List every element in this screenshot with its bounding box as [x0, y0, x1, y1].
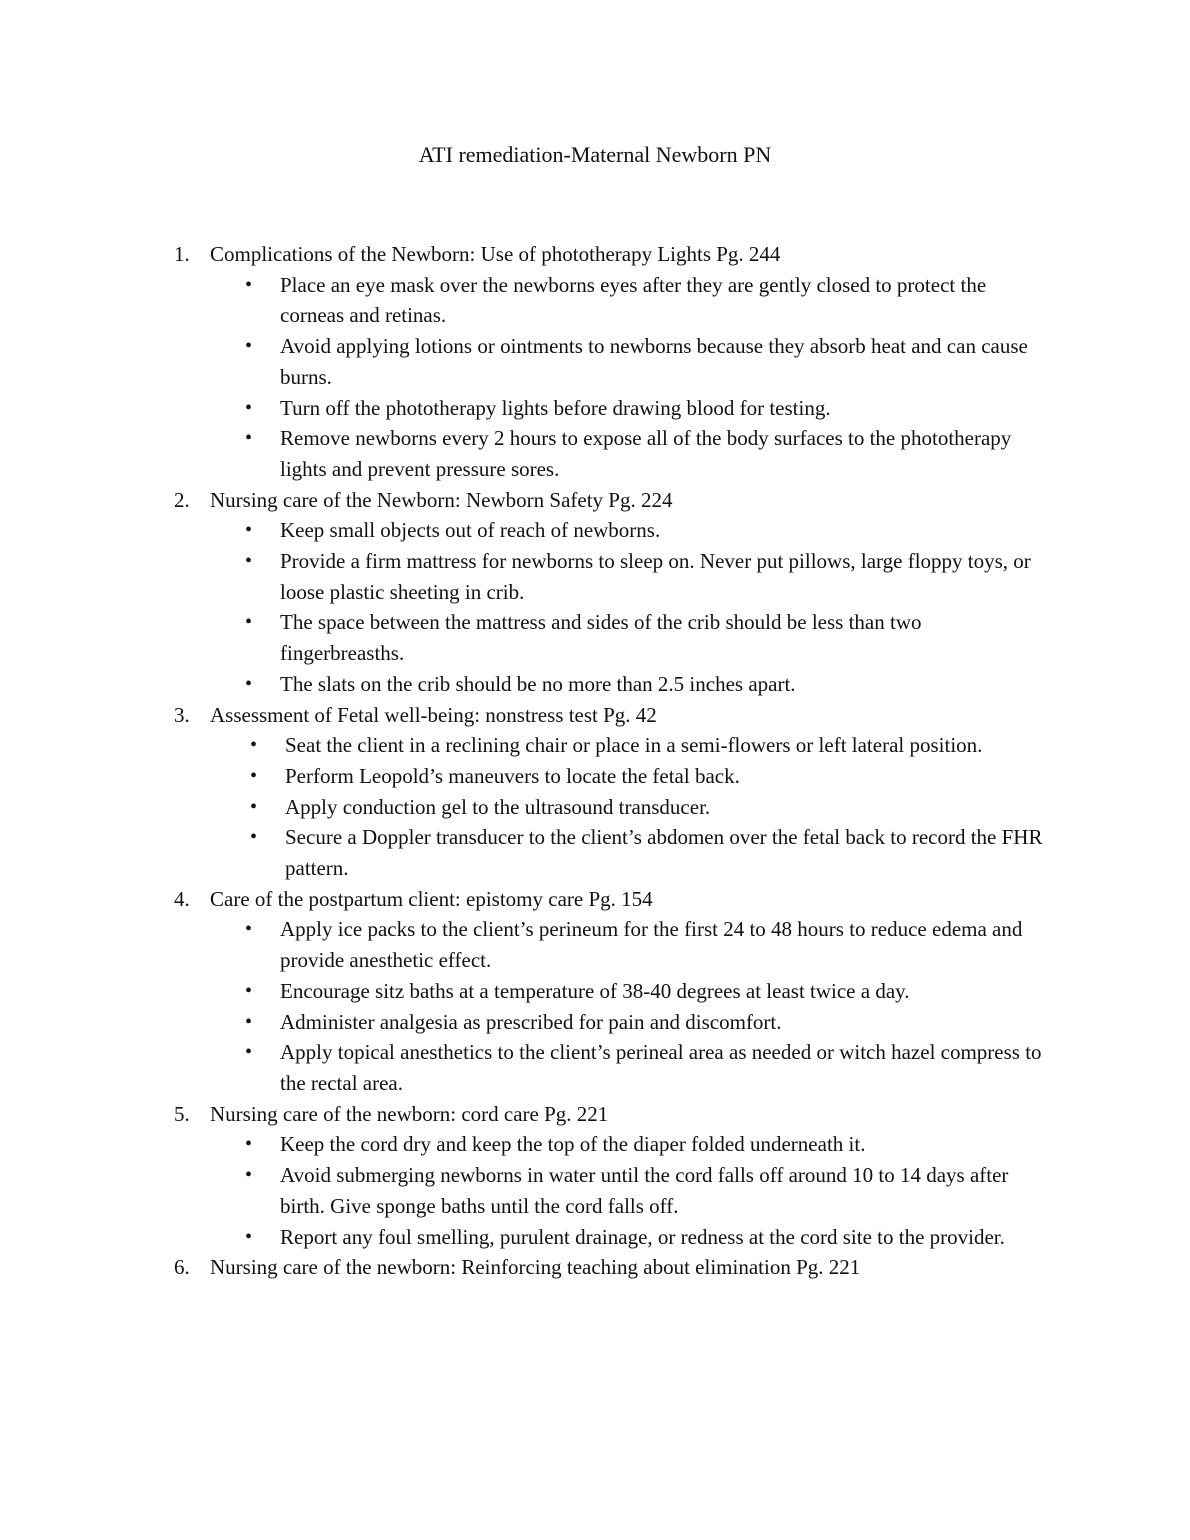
bullet-text: Perform Leopold’s maneuvers to locate the fetal back.	[285, 763, 740, 788]
list-item	[0, 393, 1190, 424]
bullet-text: The slats on the crib should be no more than 2.5 inches apart.	[280, 671, 796, 696]
bullet-icon: •	[245, 1041, 253, 1064]
bullet-list	[0, 914, 1190, 1098]
section-title: Assessment of Fetal well-being: nonstress test Pg. 42	[210, 702, 657, 727]
bullet-icon: •	[250, 764, 258, 787]
bullet-icon: •	[245, 672, 253, 695]
bullet-icon: •	[250, 826, 258, 849]
section-number: 5.	[174, 1101, 190, 1126]
list-item	[0, 515, 1190, 546]
list-item	[0, 730, 1190, 761]
section-title: Nursing care of the newborn: Reinforcing teaching about elimination Pg. 221	[210, 1255, 861, 1280]
section-1	[0, 239, 1190, 485]
bullet-text: Remove newborns every 2 hours to expose all of the body surfaces to the phototherapy lights and prevent pressure sores.	[280, 426, 1012, 481]
list-item	[0, 546, 1190, 607]
section-title: Nursing care of the newborn: cord care Pg. 221	[210, 1101, 609, 1126]
bullet-text: The space between the mattress and sides of the crib should be less than two fingerbreasths.	[280, 610, 922, 666]
bullet-icon: •	[245, 979, 253, 1002]
section-2	[0, 485, 1190, 700]
bullet-icon: •	[250, 734, 258, 757]
list-item	[0, 976, 1190, 1007]
section-heading	[0, 1099, 1190, 1130]
section-number: 4.	[174, 886, 190, 911]
section-number: 6.	[174, 1255, 190, 1280]
bullet-icon: •	[245, 1133, 253, 1156]
list-item	[0, 270, 1190, 331]
list-item	[0, 607, 1190, 668]
bullet-text: Seat the client in a reclining chair or place in a semi-flowers or left lateral position.	[285, 733, 983, 758]
bullet-text: Apply topical anesthetics to the client’s perineal area as needed or witch hazel compress to the rectal area.	[280, 1040, 1042, 1095]
bullet-text: Report any foul smelling, purulent drainage, or redness at the cord site to the provider.	[280, 1224, 1005, 1249]
bullet-icon: •	[245, 273, 253, 296]
bullet-icon: •	[245, 396, 253, 419]
section-title: Complications of the Newborn: Use of phototherapy Lights Pg. 244	[210, 242, 781, 266]
document-content	[0, 239, 1190, 1283]
section-heading	[0, 884, 1190, 915]
bullet-icon: •	[245, 1164, 253, 1187]
bullet-icon: •	[245, 335, 253, 358]
list-item	[0, 761, 1190, 792]
bullet-text: Apply ice packs to the client’s perineum for the first 24 to 48 hours to reduce edema and provide anesthetic effect.	[280, 917, 1023, 973]
bullet-icon: •	[245, 1010, 253, 1033]
bullet-icon: •	[245, 1225, 253, 1248]
list-item	[0, 822, 1190, 883]
section-number: 3.	[174, 702, 190, 727]
section-heading	[0, 485, 1190, 516]
section-heading	[0, 1252, 1190, 1283]
bullet-text: Turn off the phototherapy lights before drawing blood for testing.	[280, 395, 831, 420]
bullet-list	[0, 515, 1190, 699]
list-item	[0, 1037, 1190, 1098]
bullet-text: Apply conduction gel to the ultrasound transducer.	[285, 794, 711, 819]
section-5	[0, 1099, 1190, 1253]
list-item	[0, 669, 1190, 700]
list-item	[0, 914, 1190, 975]
bullet-icon: •	[245, 519, 253, 542]
section-6	[0, 1252, 1190, 1283]
section-heading	[0, 700, 1190, 731]
section-number: 2.	[174, 487, 190, 512]
bullet-icon: •	[245, 611, 253, 634]
list-item	[0, 1222, 1190, 1253]
bullet-text: Place an eye mask over the newborns eyes after they are gently closed to protect the corneas and retinas.	[280, 272, 987, 328]
bullet-icon: •	[245, 918, 253, 941]
section-3	[0, 700, 1190, 884]
bullet-icon: •	[250, 795, 258, 818]
bullet-text: Keep small objects out of reach of newborns.	[280, 518, 661, 543]
bullet-text: Administer analgesia as prescribed for pain and discomfort.	[280, 1009, 782, 1034]
list-item	[0, 1007, 1190, 1038]
list-item	[0, 331, 1190, 392]
section-title: Care of the postpartum client: epistomy care Pg. 154	[210, 886, 653, 911]
bullet-list	[0, 1129, 1190, 1252]
section-number: 1.	[174, 242, 190, 266]
bullet-icon: •	[245, 550, 253, 573]
section-4	[0, 884, 1190, 1099]
list-item	[0, 792, 1190, 823]
bullet-text: Encourage sitz baths at a temperature of 38-40 degrees at least twice a day.	[280, 978, 910, 1003]
list-item	[0, 1129, 1190, 1160]
bullet-text: Keep the cord dry and keep the top of the diaper folded underneath it.	[280, 1132, 866, 1157]
document-title: ATI remediation-Maternal Newborn PN	[418, 142, 772, 167]
bullet-list	[0, 270, 1190, 485]
list-item	[0, 423, 1190, 484]
list-item	[0, 1160, 1190, 1221]
bullet-list	[0, 730, 1190, 884]
bullet-icon: •	[245, 427, 253, 450]
section-title: Nursing care of the Newborn: Newborn Safety Pg. 224	[210, 487, 673, 512]
section-heading	[0, 239, 1190, 270]
bullet-text: Secure a Doppler transducer to the client’s abdomen over the fetal back to record the FHR pattern.	[285, 825, 1043, 881]
bullet-text: Avoid submerging newborns in water until the cord falls off around 10 to 14 days after birth. Give sponge baths until the cord falls off.	[280, 1163, 1009, 1218]
bullet-text: Avoid applying lotions or ointments to newborns because they absorb heat and can cause burns.	[280, 334, 1028, 389]
bullet-text: Provide a firm mattress for newborns to sleep on. Never put pillows, large floppy toys, or loose plastic sheeting in crib.	[280, 549, 1031, 604]
